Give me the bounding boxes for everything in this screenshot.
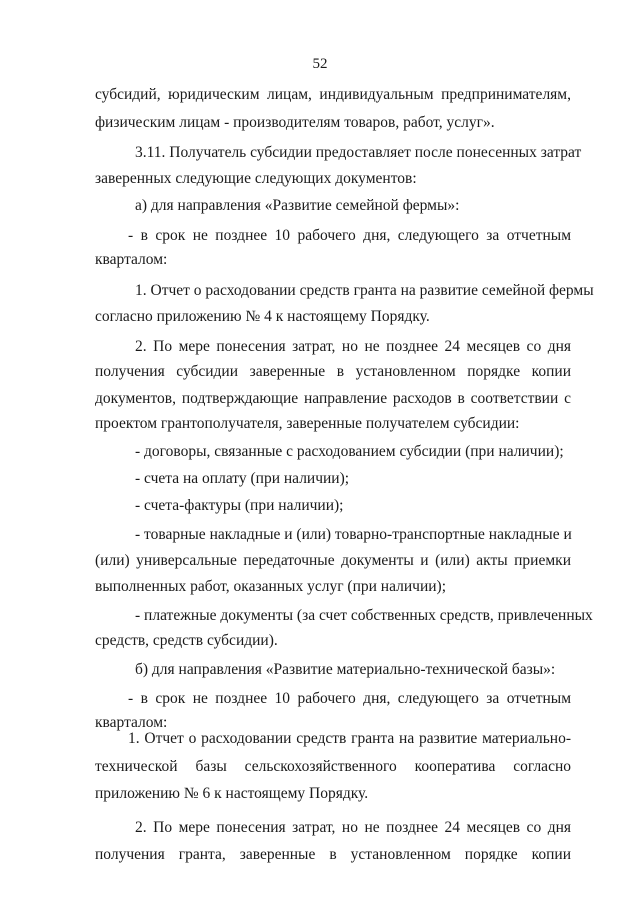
- text-line: получения субсидии заверенные в установленном порядке копии: [95, 363, 571, 380]
- text-line: б) для направления «Развитие материально-технической базы»:: [135, 661, 556, 678]
- text-line: 2. По мере понесения затрат, но не позднее 24 месяцев со дня: [135, 819, 571, 836]
- text-line: 1. Отчет о расходовании средств гранта на развитие семейной фермы: [135, 282, 594, 299]
- text-line: 3.11. Получатель субсидии предоставляет после понесенных затрат: [135, 144, 582, 161]
- text-line: - в срок не позднее 10 рабочего дня, следующего за отчетным: [128, 227, 571, 244]
- text-line: согласно приложению № 4 к настоящему Порядку.: [95, 308, 430, 325]
- text-line: - в срок не позднее 10 рабочего дня, следующего за отчетным: [128, 690, 571, 707]
- text-line: физическим лицам - производителям товаров, работ, услуг».: [95, 114, 495, 131]
- page-number: 52: [312, 56, 328, 72]
- text-line: - договоры, связанные с расходованием субсидии (при наличии);: [135, 443, 564, 460]
- text-line: проектом грантополучателя, заверенные получателем субсидии:: [95, 415, 520, 432]
- text-line: а) для направления «Развитие семейной фермы»:: [135, 197, 460, 214]
- text-line: документов, подтверждающие направление расходов в соответствии с: [95, 390, 571, 407]
- text-line: средств, средств субсидии).: [95, 632, 278, 649]
- text-line: - счета-фактуры (при наличии);: [135, 497, 344, 514]
- text-line: заверенных следующие следующих документов:: [95, 170, 417, 187]
- text-line: кварталом:: [95, 251, 168, 268]
- text-line: субсидий, юридическим лицам, индивидуальным предпринимателям,: [95, 86, 571, 103]
- text-line: выполненных работ, оказанных услуг (при наличии);: [95, 578, 447, 595]
- text-line: - платежные документы (за счет собственных средств, привлеченных: [135, 607, 593, 624]
- text-line: 2. По мере понесения затрат, но не позднее 24 месяцев со дня: [135, 338, 571, 355]
- text-line: технической базы сельскохозяйственного кооператива согласно: [95, 758, 571, 775]
- text-line: - товарные накладные и (или) товарно-транспортные накладные и: [135, 526, 572, 543]
- text-line: получения гранта, заверенные в установленном порядке копии: [95, 846, 571, 863]
- text-line: приложению № 6 к настоящему Порядку.: [95, 785, 369, 802]
- text-line: (или) универсальные передаточные документы и (или) акты приемки: [95, 552, 571, 569]
- text-line: - счета на оплату (при наличии);: [135, 470, 350, 487]
- text-line: 1. Отчет о расходовании средств гранта на развитие материально-: [128, 730, 571, 747]
- text-line: кварталом:: [95, 714, 168, 731]
